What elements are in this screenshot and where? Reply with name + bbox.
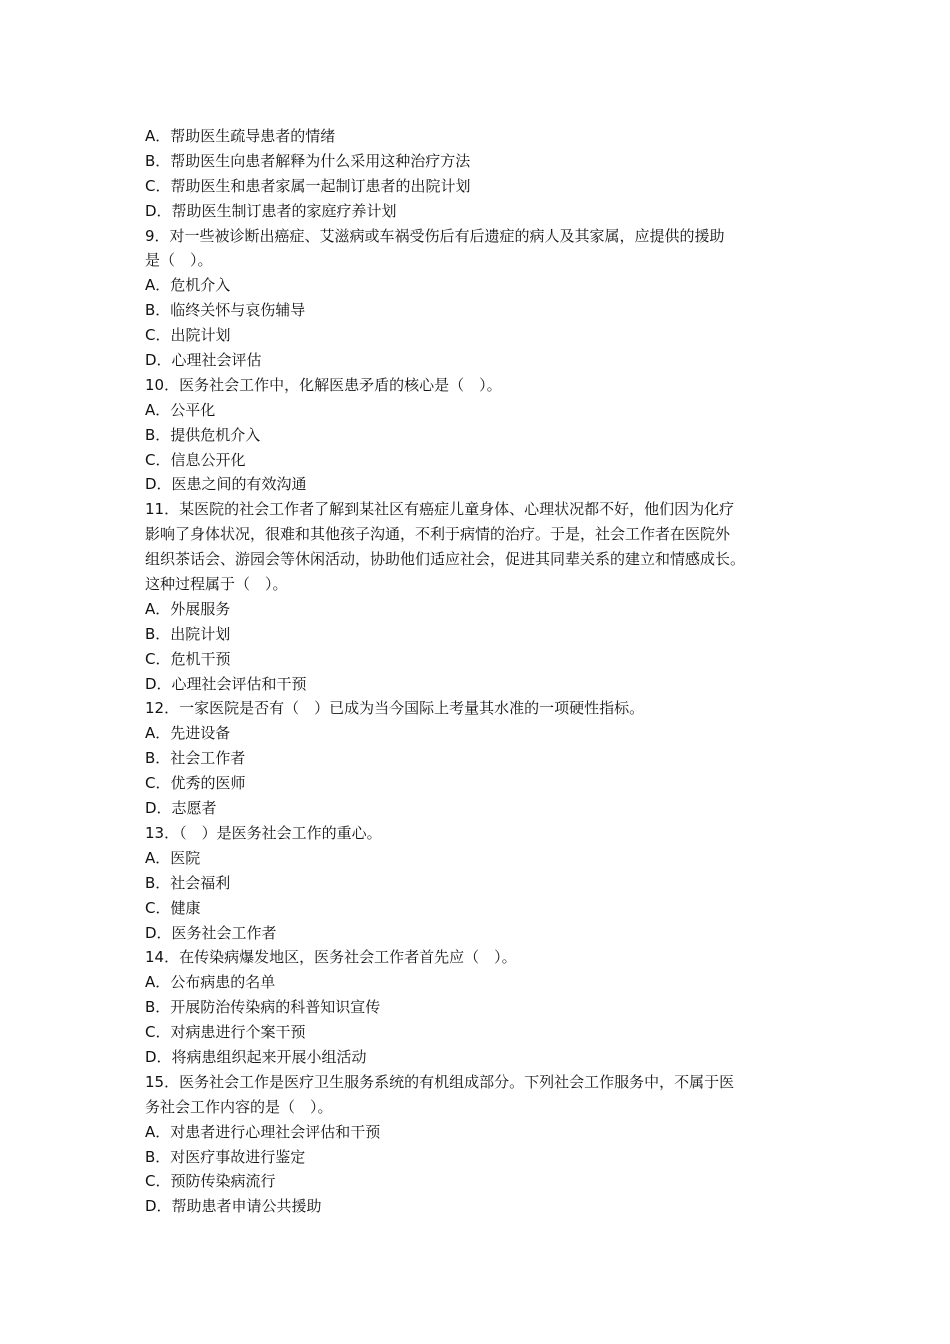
document-page [145, 124, 815, 1219]
option-line: B．开展防治传染病的科普知识宣传 [145, 998, 381, 1017]
option-line: B．出院计划 [145, 624, 231, 643]
question-11-line-2: 影响了身体状况，很难和其他孩子沟通，不利于病情的治疗。于是，社会工作者在医院外 [145, 525, 731, 544]
option-line: A．帮助医生疏导患者的情绪 [145, 127, 336, 145]
option-line: A．外展服务 [145, 599, 231, 618]
option-line: D．医患之间的有效沟通 [145, 475, 307, 494]
option-line: A．对患者进行心理社会评估和干预 [145, 1122, 381, 1141]
question-14-line-1: 14．在传染病爆发地区，医务社会工作者首先应（ ）。 [145, 948, 517, 967]
question-11-line-4: 这种过程属于（ ）。 [145, 575, 288, 594]
option-line: B．临终关怀与哀伤辅导 [145, 301, 306, 320]
option-line: A．危机介入 [145, 276, 231, 295]
question-9-line-2: 是（ ）。 [145, 251, 213, 270]
option-line: C．危机干预 [145, 649, 231, 668]
option-line: D．帮助医生制订患者的家庭疗养计划 [145, 201, 397, 220]
question-11-line-3: 组织茶话会、游园会等休闲活动，协助他们适应社会，促进其同辈关系的建立和情感成长。 [145, 550, 746, 569]
question-11-line-1: 11．某医院的社会工作者了解到某社区有癌症儿童身体、心理状况都不好，他们因为化疗 [145, 500, 735, 519]
option-line: C．对病患进行个案干预 [145, 1023, 306, 1042]
option-line: A．公布病患的名单 [145, 973, 276, 992]
option-line: C．健康 [145, 898, 201, 917]
option-line: D．心理社会评估 [145, 351, 262, 370]
option-line: A．医院 [145, 848, 201, 867]
question-12-line-1: 12．一家医院是否有（ ）已成为当今国际上考量其水准的一项硬性指标。 [145, 699, 645, 718]
option-line: B．对医疗事故进行鉴定 [145, 1147, 306, 1166]
option-line: A．先进设备 [145, 724, 231, 743]
question-10-line-1: 10．医务社会工作中，化解医患矛盾的核心是（ ）。 [145, 375, 502, 394]
option-line: B．提供危机介入 [145, 425, 261, 444]
option-line: B．社会福利 [145, 873, 231, 892]
question-15-line-1: 15．医务社会工作是医疗卫生服务系统的有机组成部分。下列社会工作服务中，不属于医 [145, 1072, 735, 1091]
option-line: D．医务社会工作者 [145, 923, 277, 942]
option-line: D．心理社会评估和干预 [145, 674, 307, 693]
question-13-line-1: 13．（ ）是医务社会工作的重心。 [145, 823, 382, 842]
question-9-line-1: 9．对一些被诊断出癌症、艾滋病或车祸受伤后有后遗症的病人及其家属，应提供的援助 [145, 226, 725, 245]
question-15-line-2: 务社会工作内容的是（ ）。 [145, 1097, 333, 1116]
option-line: A．公平化 [145, 400, 216, 419]
option-line: C．信息公开化 [145, 450, 246, 469]
option-line: C．预防传染病流行 [145, 1172, 276, 1191]
option-line: C．出院计划 [145, 326, 231, 345]
option-line: C．优秀的医师 [145, 774, 246, 793]
option-line: C．帮助医生和患者家属一起制订患者的出院计划 [145, 176, 471, 195]
option-line: B．社会工作者 [145, 749, 246, 768]
option-line: D．帮助患者申请公共援助 [145, 1197, 322, 1216]
option-line: B．帮助医生向患者解释为什么采用这种治疗方法 [145, 151, 471, 170]
option-line: D．将病患组织起来开展小组活动 [145, 1047, 367, 1066]
option-line: D．志愿者 [145, 799, 217, 818]
